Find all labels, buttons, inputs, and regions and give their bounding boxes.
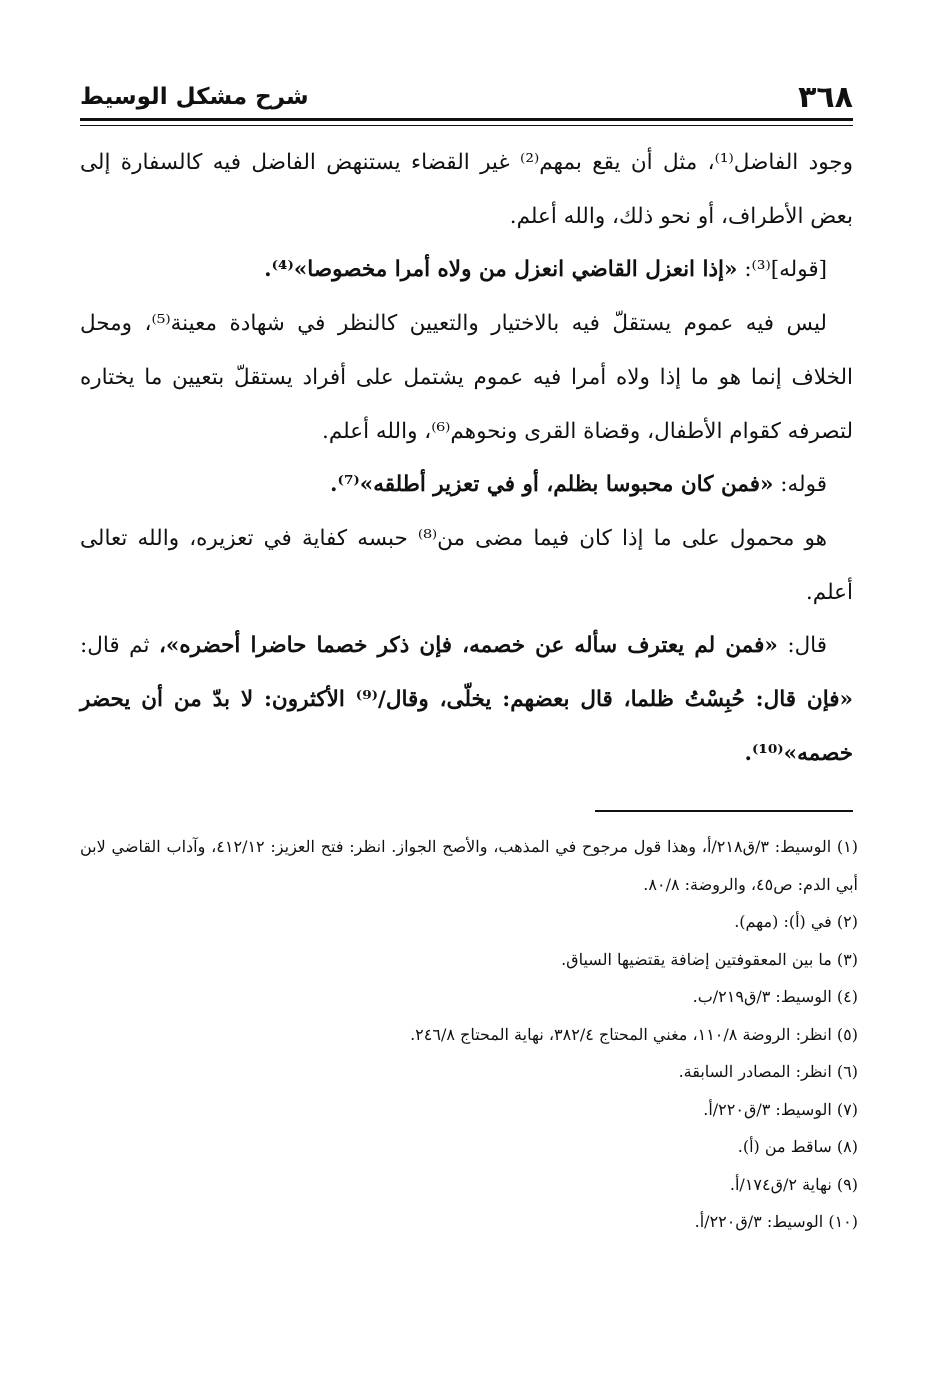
paragraph-4-prefix: قوله: — [773, 472, 827, 498]
paragraph-2-prefix: [قوله]⁽³⁾: — [737, 257, 827, 283]
footnote-8: (٨) ساقط من (أ). — [737, 1137, 858, 1156]
main-text — [80, 136, 853, 780]
page-header — [80, 78, 853, 118]
paragraph-2 — [80, 243, 853, 297]
footnote-4: (٤) الوسيط: ٣/ق٢١٩/ب. — [692, 987, 858, 1006]
footnote-10: (١٠) الوسيط: ٣/ق٢٢٠/أ. — [694, 1212, 858, 1231]
quoted-text-2: «فمن كان محبوسا بظلم، أو في تعزير أطلقه»⁽⁷⁾. — [330, 472, 774, 498]
paragraph-5: هو محمول على ما إذا كان فيما مضى من⁽⁸⁾ حبسه كفاية في تعزيره، والله تعالى أعلم. — [80, 525, 853, 605]
paragraph-6-prefix: قال: — [777, 633, 828, 659]
footnote-separator — [595, 810, 853, 812]
paragraph-1: وجود الفاضل⁽¹⁾، مثل أن يقع بمهم⁽²⁾ غير القضاء يستنهض الفاضل فيه كالسفارة إلى بعض الأطراف، أو نحو ذلك، والله أعلم. — [80, 150, 853, 229]
quoted-text-1: «إذا انعزل القاضي انعزل من ولاه أمرا مخصوصا»⁽⁴⁾. — [264, 257, 738, 283]
quoted-text-4: «فإن قال: حُبِسْتُ ظلما، قال بعضهم: يخلّى، وقال/⁽⁹⁾ الأكثرون: لا بدّ من أن يحضر خصمه»⁽¹⁰⁾. — [80, 687, 853, 766]
footnote-9: (٩) نهاية ٢/ق١٧٤/أ. — [729, 1174, 858, 1194]
footnote-2: (٢) في (أ): (مهم). — [734, 912, 858, 931]
footnote-6: (٦) انظر: المصادر السابقة. — [678, 1062, 858, 1081]
running-title: شرح مشكل الوسيط — [80, 84, 309, 110]
paragraph-3: ليس فيه عموم يستقلّ فيه بالاختيار والتعيين كالنظر في شهادة معينة⁽⁵⁾، ومحل الخلاف إنما هو ما إذا ولاه أمرا فيه عموم يشتمل على أفراد يستقلّ بتعيين ما يختاره لتصرفه كقوام الأطفال، وقضاة القرى ونحوهم⁽⁶⁾، والله أعلم. — [80, 311, 853, 444]
footnote-3: (٣) ما بين المعقوفتين إضافة يقتضيها السياق. — [561, 949, 858, 969]
footnotes — [80, 828, 858, 1241]
footnote-1: (١) الوسيط: ٣/ق٢١٨/أ، وهذا قول مرجوح في المذهب، والأصح الجواز. انظر: فتح العزيز: ٤١٢/١٢، وآداب القاضي لابن أبي الدم: ص٤٥، والروضة: ٨٠/٨. — [80, 837, 859, 894]
paragraph-4 — [80, 458, 853, 512]
page-number: ٣٦٨ — [798, 80, 853, 115]
footnote-7: (٧) الوسيط: ٣/ق٢٢٠/أ. — [703, 1099, 858, 1119]
footnote-5: (٥) انظر: الروضة ١١٠/٨، مغني المحتاج ٣٨٢/٤، نهاية المحتاج ٢٤٦/٨. — [410, 1024, 858, 1044]
header-rule-thick — [80, 118, 853, 121]
header-rule-thin — [80, 125, 853, 126]
paragraph-6-middle: ثم قال: — [80, 633, 159, 659]
paragraph-6 — [80, 619, 853, 780]
quoted-text-3: «فمن لم يعترف سأله عن خصمه، فإن ذكر خصما حاضرا أحضره»، — [158, 633, 778, 659]
